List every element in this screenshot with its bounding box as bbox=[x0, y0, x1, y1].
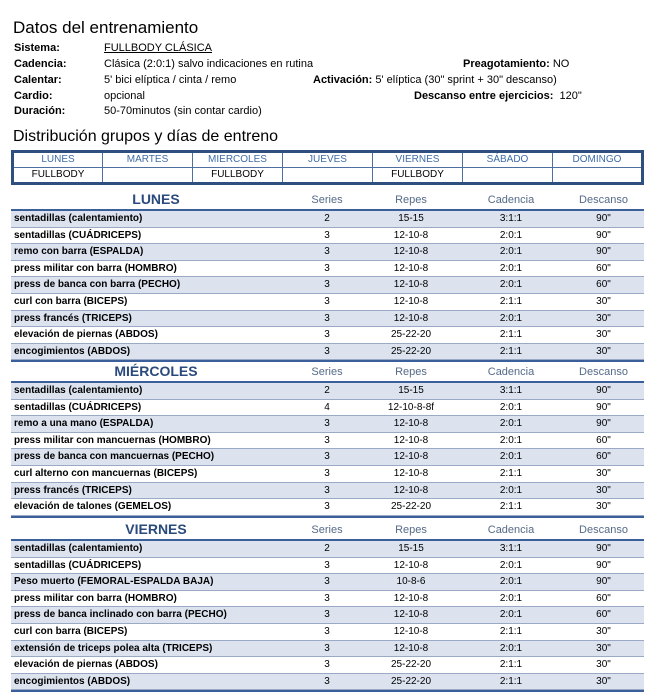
preago-value: NO bbox=[552, 58, 570, 70]
exercise-name: press militar con barra (HOMBRO) bbox=[14, 262, 177, 274]
exercise-row bbox=[11, 657, 644, 674]
exercise-series: 3 bbox=[324, 451, 330, 463]
exercise-series: 3 bbox=[324, 434, 330, 446]
cadencia-value: Clásica (2:0:1) salvo indicaciones en rutina bbox=[104, 58, 314, 70]
exercise-series: 3 bbox=[324, 467, 330, 479]
exercise-row bbox=[11, 449, 644, 466]
exercise-cadencia: 2:0:1 bbox=[499, 484, 523, 496]
exercise-series: 3 bbox=[324, 592, 330, 604]
exercise-series: 3 bbox=[324, 609, 330, 621]
day-value bbox=[283, 168, 373, 184]
exercise-descanso: 90" bbox=[596, 543, 611, 554]
descanso-header: Descanso bbox=[579, 524, 628, 536]
cardio-label: Cardio: bbox=[14, 90, 53, 102]
exercise-name: extensión de triceps polea alta (TRICEPS) bbox=[14, 642, 213, 654]
exercise-repes: 12-10-8 bbox=[393, 246, 429, 258]
series-header: Series bbox=[311, 524, 343, 536]
exercise-repes: 10-8-6 bbox=[396, 576, 426, 588]
exercise-row bbox=[11, 228, 644, 245]
day-header: JUEVES bbox=[283, 152, 373, 168]
exercise-repes: 12-10-8 bbox=[393, 295, 429, 307]
exercise-cadencia: 2:0:1 bbox=[499, 576, 523, 588]
exercise-series: 3 bbox=[324, 279, 330, 291]
day-header: DOMINGO bbox=[553, 152, 643, 168]
exercise-cadencia: 2:1:1 bbox=[499, 295, 523, 307]
distribution-header-row bbox=[13, 152, 643, 168]
exercise-row bbox=[11, 591, 644, 608]
distribution-table bbox=[11, 150, 644, 185]
exercise-series: 3 bbox=[324, 484, 330, 496]
workout-block bbox=[11, 520, 644, 692]
calentar-value: 5' bici elíptica / cinta / remo bbox=[104, 74, 237, 86]
workout-block bbox=[11, 362, 644, 518]
activacion-value: 5' elíptica (30" sprint + 30" descanso) bbox=[375, 74, 557, 86]
exercise-descanso: 60" bbox=[596, 279, 611, 291]
exercise-descanso: 30" bbox=[596, 295, 611, 307]
exercise-series: 3 bbox=[324, 625, 330, 637]
duracion-label: Duración: bbox=[14, 105, 66, 117]
block-day-title: MIÉRCOLES bbox=[114, 363, 198, 379]
sistema-value: FULLBODY CLÁSICA bbox=[104, 42, 213, 54]
exercise-name: press militar con mancuernas (HOMBRO) bbox=[14, 434, 211, 446]
descanso-header: Descanso bbox=[579, 366, 628, 378]
exercise-repes: 15-15 bbox=[398, 213, 424, 224]
exercise-name: press de banca con mancuernas (PECHO) bbox=[14, 451, 215, 463]
exercise-cadencia: 2:0:1 bbox=[499, 246, 523, 258]
exercise-descanso: 30" bbox=[596, 675, 611, 687]
exercise-repes: 12-10-8 bbox=[393, 312, 429, 324]
day-value: FULLBODY bbox=[193, 168, 283, 184]
day-header: MIERCOLES bbox=[193, 152, 283, 168]
exercise-repes: 15-15 bbox=[398, 543, 424, 554]
exercise-repes: 12-10-8 bbox=[393, 559, 429, 571]
series-header: Series bbox=[311, 366, 343, 378]
calentar-label: Calentar: bbox=[14, 74, 62, 86]
page-title: Datos del entrenamiento bbox=[13, 18, 199, 37]
info-calentar bbox=[14, 72, 236, 88]
exercise-name: elevación de piernas (ABDOS) bbox=[14, 659, 158, 671]
exercise-series: 3 bbox=[324, 262, 330, 274]
exercise-repes: 25-22-20 bbox=[390, 501, 432, 513]
exercise-cadencia: 2:0:1 bbox=[499, 418, 523, 430]
exercise-repes: 15-15 bbox=[398, 385, 424, 396]
exercise-repes: 12-10-8 bbox=[393, 229, 429, 241]
exercise-repes: 12-10-8 bbox=[393, 418, 429, 430]
exercise-series: 3 bbox=[324, 642, 330, 654]
exercise-name: curl alterno con mancuernas (BICEPS) bbox=[14, 467, 198, 479]
exercise-name: sentadillas (calentamiento) bbox=[14, 213, 143, 224]
exercise-name: sentadillas (CUÁDRICEPS) bbox=[14, 401, 142, 413]
exercise-name: press francés (TRICEPS) bbox=[14, 312, 132, 324]
exercise-descanso: 30" bbox=[596, 467, 611, 479]
day-value: FULLBODY bbox=[373, 168, 463, 184]
exercise-cadencia: 2:0:1 bbox=[499, 592, 523, 604]
exercise-series: 3 bbox=[324, 659, 330, 671]
exercise-row bbox=[11, 433, 644, 450]
block-header bbox=[11, 520, 644, 541]
exercise-repes: 12-10-8 bbox=[393, 642, 429, 654]
exercise-repes: 12-10-8-8f bbox=[387, 401, 435, 413]
exercise-series: 3 bbox=[324, 229, 330, 241]
exercise-repes: 12-10-8 bbox=[393, 279, 429, 291]
block-header bbox=[11, 362, 644, 383]
exercise-series: 3 bbox=[324, 329, 330, 341]
exercise-cadencia: 2:1:1 bbox=[499, 659, 523, 671]
exercise-row bbox=[11, 294, 644, 311]
exercise-name: press francés (TRICEPS) bbox=[14, 484, 132, 496]
exercise-row bbox=[11, 244, 644, 261]
exercise-series: 3 bbox=[324, 675, 330, 687]
exercise-series: 2 bbox=[324, 213, 330, 224]
exercise-series: 3 bbox=[324, 501, 330, 513]
exercise-cadencia: 2:1:1 bbox=[499, 467, 523, 479]
exercise-name: press militar con barra (HOMBRO) bbox=[14, 592, 177, 604]
day-header: MARTES bbox=[103, 152, 193, 168]
exercise-cadencia: 3:1:1 bbox=[499, 213, 523, 224]
exercise-descanso: 30" bbox=[596, 625, 611, 637]
exercise-repes: 12-10-8 bbox=[393, 467, 429, 479]
block-header bbox=[11, 190, 644, 211]
info-activacion bbox=[313, 72, 557, 88]
exercise-descanso: 30" bbox=[596, 345, 611, 357]
day-value bbox=[553, 168, 643, 184]
exercise-series: 3 bbox=[324, 295, 330, 307]
exercise-row bbox=[11, 327, 644, 344]
exercise-series: 3 bbox=[324, 345, 330, 357]
info-cardio bbox=[14, 88, 145, 104]
repes-header: Repes bbox=[395, 524, 427, 536]
activacion-label: Activación: bbox=[313, 74, 373, 86]
distribution-title: Distribución grupos y días de entreno bbox=[13, 128, 279, 145]
exercise-row bbox=[11, 211, 644, 228]
exercise-repes: 12-10-8 bbox=[393, 451, 429, 463]
cadencia-header: Cadencia bbox=[487, 366, 535, 378]
exercise-descanso: 90" bbox=[596, 418, 611, 430]
block-day-title: LUNES bbox=[132, 191, 180, 207]
exercise-repes: 12-10-8 bbox=[393, 609, 429, 621]
cardio-value: opcional bbox=[104, 90, 145, 102]
day-value: FULLBODY bbox=[13, 168, 103, 184]
exercise-descanso: 90" bbox=[596, 576, 611, 588]
exercise-repes: 25-22-20 bbox=[390, 659, 432, 671]
exercise-series: 3 bbox=[324, 312, 330, 324]
exercise-cadencia: 2:0:1 bbox=[499, 229, 523, 241]
exercise-cadencia: 2:0:1 bbox=[499, 401, 523, 413]
exercise-row bbox=[11, 400, 644, 417]
exercise-repes: 25-22-20 bbox=[390, 345, 432, 357]
exercise-repes: 25-22-20 bbox=[390, 675, 432, 687]
info-sistema bbox=[14, 40, 212, 56]
exercise-name: curl con barra (BICEPS) bbox=[14, 295, 128, 307]
cadencia-header: Cadencia bbox=[487, 194, 535, 206]
exercise-row bbox=[11, 383, 644, 400]
exercise-cadencia: 2:0:1 bbox=[499, 262, 523, 274]
exercise-descanso: 30" bbox=[596, 659, 611, 671]
exercise-descanso: 30" bbox=[596, 642, 611, 654]
exercise-name: press de banca inclinado con barra (PECHO) bbox=[14, 609, 227, 621]
exercise-descanso: 60" bbox=[596, 609, 611, 621]
cadencia-label: Cadencia: bbox=[14, 58, 67, 70]
exercise-descanso: 90" bbox=[596, 246, 611, 258]
exercise-name: sentadillas (calentamiento) bbox=[14, 385, 143, 396]
exercise-descanso: 60" bbox=[596, 451, 611, 463]
exercise-cadencia: 2:0:1 bbox=[499, 434, 523, 446]
descanso-label: Descanso entre ejercicios: bbox=[414, 90, 554, 102]
info-preagotamiento bbox=[463, 56, 569, 72]
exercise-series: 3 bbox=[324, 576, 330, 588]
cadencia-header: Cadencia bbox=[487, 524, 535, 536]
exercise-cadencia: 2:1:1 bbox=[499, 501, 523, 513]
exercise-cadencia: 3:1:1 bbox=[499, 543, 523, 554]
exercise-cadencia: 2:1:1 bbox=[499, 675, 523, 687]
distribution-value-row bbox=[13, 168, 643, 184]
exercise-descanso: 30" bbox=[596, 484, 611, 496]
exercise-repes: 12-10-8 bbox=[393, 592, 429, 604]
info-cadencia bbox=[14, 56, 313, 72]
duracion-value: 50-70minutos (sin contar cardio) bbox=[104, 105, 262, 117]
exercise-descanso: 90" bbox=[596, 385, 611, 396]
exercise-descanso: 30" bbox=[596, 501, 611, 513]
exercise-cadencia: 2:0:1 bbox=[499, 642, 523, 654]
exercise-name: remo con barra (ESPALDA) bbox=[14, 246, 144, 258]
exercise-name: remo a una mano (ESPALDA) bbox=[14, 418, 154, 430]
day-value bbox=[103, 168, 193, 184]
exercise-descanso: 90" bbox=[596, 559, 611, 571]
exercise-repes: 12-10-8 bbox=[393, 434, 429, 446]
exercise-row bbox=[11, 261, 644, 278]
exercise-row bbox=[11, 624, 644, 641]
descanso-value: 120" bbox=[559, 90, 582, 102]
exercise-series: 2 bbox=[324, 543, 330, 554]
exercise-cadencia: 3:1:1 bbox=[499, 385, 523, 396]
day-header: VIERNES bbox=[373, 152, 463, 168]
exercise-series: 3 bbox=[324, 246, 330, 258]
exercise-name: press de banca con barra (PECHO) bbox=[14, 279, 181, 291]
exercise-descanso: 60" bbox=[596, 434, 611, 446]
exercise-repes: 12-10-8 bbox=[393, 484, 429, 496]
preago-label: Preagotamiento: bbox=[463, 58, 550, 70]
exercise-name: sentadillas (calentamiento) bbox=[14, 543, 143, 554]
exercise-series: 3 bbox=[324, 418, 330, 430]
exercise-row bbox=[11, 574, 644, 591]
exercise-cadencia: 2:0:1 bbox=[499, 559, 523, 571]
exercise-name: elevación de piernas (ABDOS) bbox=[14, 329, 158, 341]
exercise-descanso: 90" bbox=[596, 229, 611, 241]
exercise-row bbox=[11, 541, 644, 558]
exercise-descanso: 90" bbox=[596, 213, 611, 224]
exercise-row bbox=[11, 466, 644, 483]
descanso-header: Descanso bbox=[579, 194, 628, 206]
workout-block bbox=[11, 190, 644, 362]
exercise-name: elevación de talones (GEMELOS) bbox=[14, 501, 172, 513]
exercise-repes: 25-22-20 bbox=[390, 329, 432, 341]
exercise-repes: 12-10-8 bbox=[393, 262, 429, 274]
exercise-series: 2 bbox=[324, 385, 330, 396]
day-header: SÁBADO bbox=[463, 152, 553, 168]
exercise-name: sentadillas (CUÁDRICEPS) bbox=[14, 229, 142, 241]
exercise-cadencia: 2:0:1 bbox=[499, 609, 523, 621]
exercise-row bbox=[11, 641, 644, 658]
day-header: LUNES bbox=[13, 152, 103, 168]
info-duracion bbox=[14, 103, 262, 119]
exercise-cadencia: 2:1:1 bbox=[499, 329, 523, 341]
exercise-row bbox=[11, 344, 644, 361]
day-value bbox=[463, 168, 553, 184]
exercise-descanso: 60" bbox=[596, 262, 611, 274]
repes-header: Repes bbox=[395, 194, 427, 206]
exercise-series: 4 bbox=[324, 401, 330, 413]
exercise-name: curl con barra (BICEPS) bbox=[14, 625, 128, 637]
exercise-row bbox=[11, 311, 644, 328]
exercise-row bbox=[11, 674, 644, 691]
exercise-cadencia: 2:0:1 bbox=[499, 312, 523, 324]
series-header: Series bbox=[311, 194, 343, 206]
exercise-name: sentadillas (CUÁDRICEPS) bbox=[14, 559, 142, 571]
block-day-title: VIERNES bbox=[125, 521, 187, 537]
exercise-row bbox=[11, 277, 644, 294]
exercise-name: encogimientos (ABDOS) bbox=[14, 675, 131, 687]
exercise-descanso: 30" bbox=[596, 312, 611, 324]
exercise-cadencia: 2:1:1 bbox=[499, 625, 523, 637]
sistema-label: Sistema: bbox=[14, 42, 60, 54]
repes-header: Repes bbox=[395, 366, 427, 378]
exercise-descanso: 30" bbox=[596, 329, 611, 341]
exercise-cadencia: 2:0:1 bbox=[499, 279, 523, 291]
exercise-row bbox=[11, 607, 644, 624]
exercise-row bbox=[11, 483, 644, 500]
exercise-repes: 12-10-8 bbox=[393, 625, 429, 637]
exercise-row bbox=[11, 416, 644, 433]
exercise-row bbox=[11, 558, 644, 575]
exercise-name: Peso muerto (FEMORAL-ESPALDA BAJA) bbox=[14, 576, 214, 588]
exercise-name: encogimientos (ABDOS) bbox=[14, 345, 131, 357]
info-descanso bbox=[414, 88, 582, 104]
exercise-cadencia: 2:0:1 bbox=[499, 451, 523, 463]
exercise-descanso: 60" bbox=[596, 592, 611, 604]
exercise-row bbox=[11, 499, 644, 516]
exercise-cadencia: 2:1:1 bbox=[499, 345, 523, 357]
exercise-descanso: 90" bbox=[596, 401, 611, 413]
exercise-series: 3 bbox=[324, 559, 330, 571]
